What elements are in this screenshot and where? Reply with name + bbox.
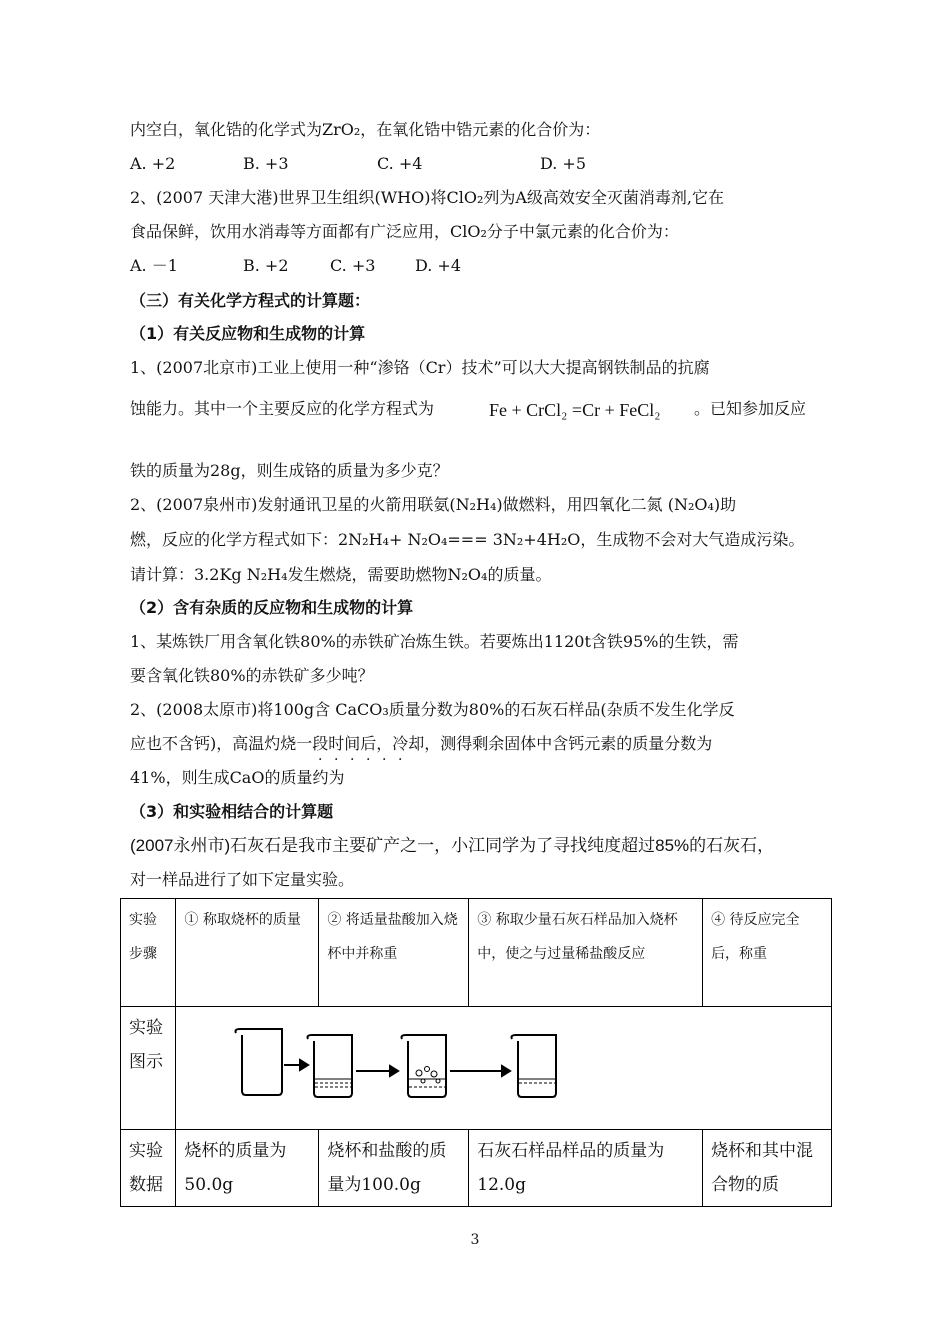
text-line: 铁的质量为28g，则生成铬的质量为多少克？ xyxy=(130,461,449,480)
text-line: 对一样品进行了如下定量实验。 xyxy=(130,870,355,889)
table-cell: ② 将适量盐酸加入烧杯中并称重 xyxy=(319,899,469,1007)
text-line: 1、某炼铁厂用含氧化铁80%的赤铁矿冶炼生铁。若要炼出1120t含铁95%的生铁，需 xyxy=(130,632,739,651)
table-cell: 实验数据 xyxy=(121,1130,176,1207)
text-line: 蚀能力。其中一个主要反应的化学方程式为 xyxy=(130,399,435,418)
option-a: A. +2 xyxy=(130,154,176,173)
emphasis-dot: · xyxy=(334,752,339,768)
option-b: B. +2 xyxy=(243,256,289,275)
text-line: (2007永州市)石灰石是我市主要矿产之一，小江同学为了寻找纯度超过85%的石灰石， xyxy=(130,836,775,855)
text-line: 食品保鲜，饮用水消毒等方面都有广泛应用，ClO₂分子中氯元素的化合价为： xyxy=(130,222,679,241)
text-line: 应也不含钙)，高温灼烧一段时间后，冷却，测得剩余固体中含钙元素的质量分数为 xyxy=(130,734,713,753)
section-heading: （三）有关化学方程式的计算题： xyxy=(130,291,371,310)
option-c: C. +3 xyxy=(330,256,376,275)
emphasis-dot: · xyxy=(398,752,403,768)
chemical-equation: Fe + CrCl₂ =Cr + FeCl₂ xyxy=(489,400,661,420)
text-line: 2、(2007 天津大港)世界卫生组织(WHO)将ClO₂列为A级高效安全灭菌消毒剂,它在 xyxy=(130,188,725,207)
emphasis-dot: · xyxy=(318,752,323,768)
text-line: 燃，反应的化学方程式如下：2N₂H₄+ N₂O₄=== 3N₂+4H₂O，生成物不会对大气造成污染。 xyxy=(130,530,805,549)
emphasis-dot: · xyxy=(366,752,371,768)
emphasis-dot: · xyxy=(382,752,387,768)
table-cell: ① 称取烧杯的质量 xyxy=(176,899,319,1007)
table-cell: 烧杯和盐酸的质量为100.0g xyxy=(319,1130,469,1207)
option-a: A. －1 xyxy=(130,256,178,275)
table-cell: 实验步骤 xyxy=(121,899,176,1007)
option-d: D. +4 xyxy=(415,256,462,275)
subsection-heading: （2）含有杂质的反应物和生成物的计算 xyxy=(130,598,414,617)
table-cell: ④ 待反应完全后，称重 xyxy=(703,899,832,1007)
table-cell: 石灰石样品样品的质量为12.0g xyxy=(469,1130,703,1207)
text-line: 41%，则生成CaO的质量约为 xyxy=(130,768,345,787)
text-line: 。已知参加反应 xyxy=(694,399,807,418)
text-line: 2、(2008太原市)将100g含 CaCO₃质量分数为80%的石灰石样品(杂质不发生化学反 xyxy=(130,700,735,719)
subsection-heading: （1）有关反应物和生成物的计算 xyxy=(130,324,366,343)
beaker-sequence-diagram xyxy=(176,1007,828,1117)
table-row xyxy=(121,1007,832,1130)
experiment-table xyxy=(120,898,832,1207)
text-line: 请计算：3.2Kg N₂H₄发生燃烧，需要助燃物N₂O₄的质量。 xyxy=(130,565,552,584)
text-line: 1、(2007北京市)工业上使用一种“渗铬（Cr）技术”可以大大提高钢铁制品的抗腐 xyxy=(130,358,710,377)
text-line: 2、(2007泉州市)发射通讯卫星的火箭用联氨(N₂H₄)做燃料，用四氧化二氮 (N₂O₄)助 xyxy=(130,495,737,514)
experiment-diagram xyxy=(176,1007,832,1130)
emphasis-dot: · xyxy=(350,752,355,768)
option-c: C. +4 xyxy=(377,154,423,173)
table-cell: 烧杯的质量为50.0g xyxy=(176,1130,319,1207)
table-row xyxy=(121,899,832,1007)
table-cell: 实验图示 xyxy=(121,1007,176,1130)
text-line: 内空白，氧化锆的化学式为ZrO₂，在氧化锆中锆元素的化合价为： xyxy=(130,120,601,139)
option-b: B. +3 xyxy=(243,154,289,173)
option-d: D. +5 xyxy=(540,154,587,173)
subsection-heading: （3）和实验相结合的计算题 xyxy=(130,802,334,821)
page-number: 3 xyxy=(470,1232,480,1248)
table-row xyxy=(121,1130,832,1207)
table-cell: 烧杯和其中混合物的质 xyxy=(703,1130,832,1207)
table-cell: ③ 称取少量石灰石样品加入烧杯中，使之与过量稀盐酸反应 xyxy=(469,899,703,1007)
text-line: 要含氧化铁80%的赤铁矿多少吨？ xyxy=(130,666,374,685)
